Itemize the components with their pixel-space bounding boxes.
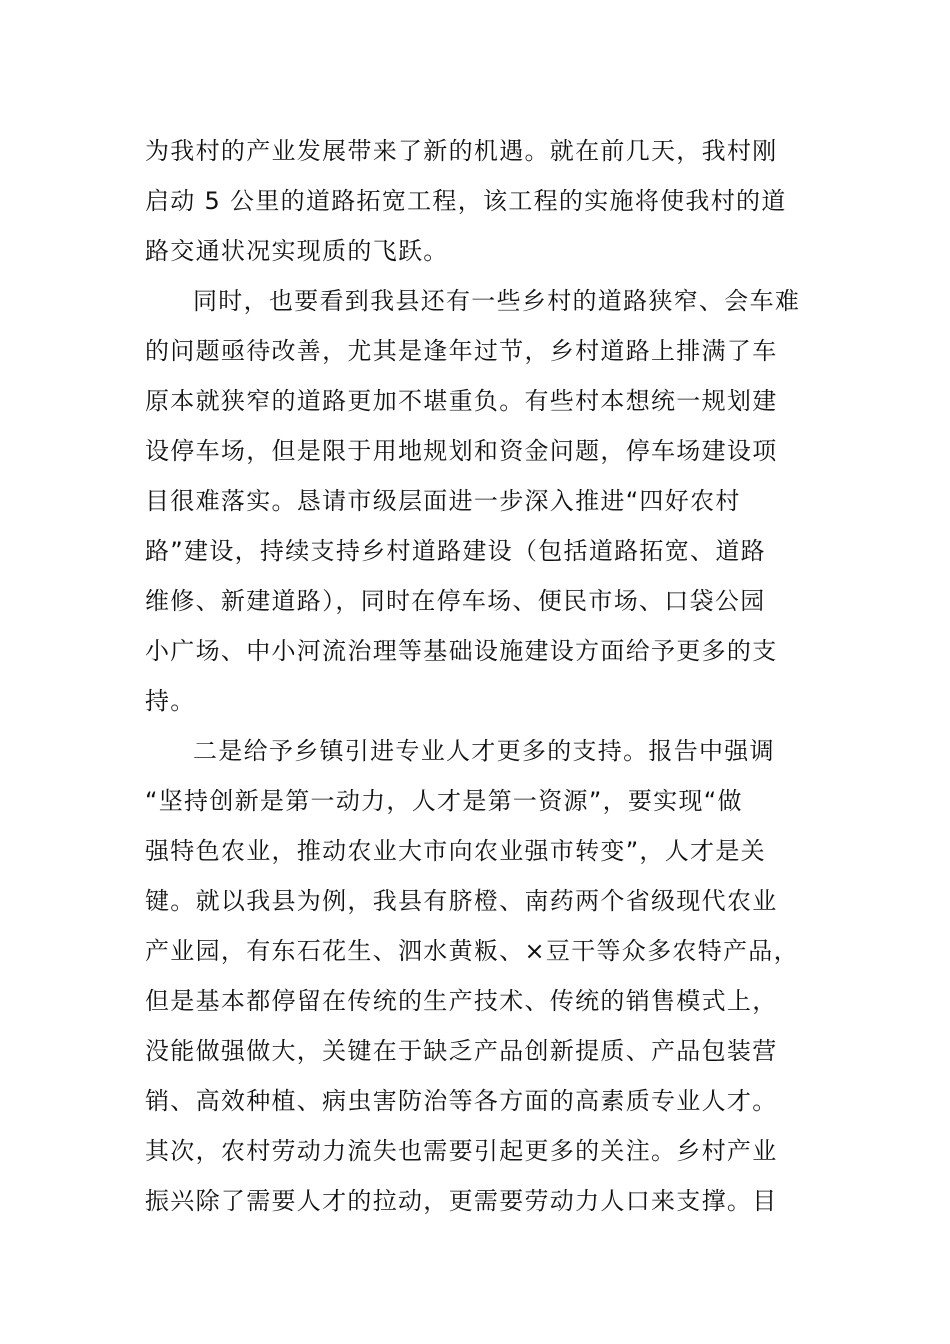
body-text [145, 126, 825, 1226]
text-line: “坚持创新是第一动力，人才是第一资源”，要实现“做 [145, 787, 743, 815]
text-line: 振兴除了需要人才的拉动，更需要劳动力人口来支撑。目 [145, 1187, 778, 1215]
text-line: 启动 5 公里的道路拓宽工程，该工程的实施将使我村的道 [145, 187, 787, 215]
text-line: 销、高效种植、病虫害防治等各方面的高素质专业人才。 [145, 1087, 778, 1115]
text-line: 但是基本都停留在传统的生产技术、传统的销售模式上， [145, 987, 778, 1015]
text-line: 没能做强做大，关键在于缺乏产品创新提质、产品包装营 [145, 1037, 778, 1065]
text-line: 键。就以我县为例，我县有脐橙、南药两个省级现代农业 [145, 887, 778, 915]
text-line: 持。 [145, 687, 196, 715]
text-line: 设停车场，但是限于用地规划和资金问题，停车场建设项 [145, 437, 778, 465]
text-line: 产业园，有东石花生、泗水黄粄、×豆干等众多农特产品， [145, 937, 799, 965]
text-line: 路交通状况实现质的飞跃。 [145, 237, 449, 265]
text-line: 路”建设，持续支持乡村道路建设（包括道路拓宽、道路 [145, 537, 766, 565]
text-line: 的问题亟待改善，尤其是逢年过节，乡村道路上排满了车 [145, 337, 778, 365]
text-line: 其次，农村劳动力流失也需要引起更多的关注。乡村产业 [145, 1137, 778, 1165]
text-line: 目很难落实。恳请市级层面进一步深入推进“四好农村 [145, 487, 741, 515]
text-line: 强特色农业，推动农业大市向农业强市转变”，人才是关 [145, 837, 766, 865]
text-line: 二是给予乡镇引进专业人才更多的支持。报告中强调 [193, 737, 775, 765]
text-line: 原本就狭窄的道路更加不堪重负。有些村本想统一规划建 [145, 387, 778, 415]
text-line: 维修、新建道路），同时在停车场、便民市场、口袋公园 [145, 587, 766, 615]
text-line: 为我村的产业发展带来了新的机遇。就在前几天，我村刚 [145, 137, 778, 165]
text-line: 同时，也要看到我县还有一些乡村的道路狭窄、会车难 [193, 287, 801, 315]
text-line: 小广场、中小河流治理等基础设施建设方面给予更多的支 [145, 637, 778, 665]
